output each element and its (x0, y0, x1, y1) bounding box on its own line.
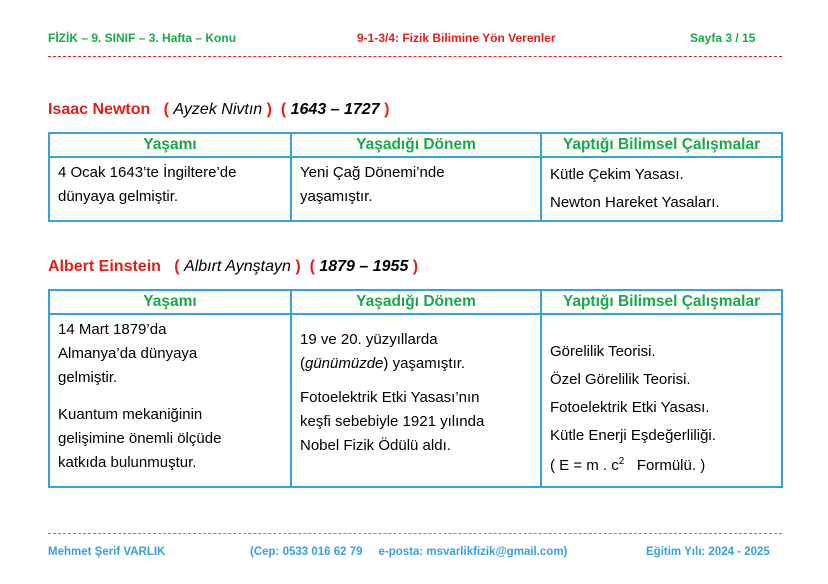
header-subject: FİZİK – 9. SINIF – 3. Hafta – Konu (48, 31, 237, 45)
einstein-life-cell (49, 314, 291, 487)
einstein-col-work: Yaptığı Bilimsel Çalışmalar (541, 290, 782, 314)
einstein-work-line: Özel Görelilik Teorisi. (550, 371, 691, 388)
newton-col-work: Yaptığı Bilimsel Çalışmalar (541, 133, 782, 157)
header-page-number: Sayfa 3 / 15 (690, 31, 756, 45)
einstein-work-line: Fotoelektrik Etki Yasası. (550, 399, 710, 416)
newton-table (48, 132, 783, 222)
einstein-era-line: keşfi sebebiyle 1921 yılında (300, 413, 485, 430)
header-divider (48, 56, 782, 57)
newton-work-cell (541, 157, 782, 221)
newton-era-cell (291, 157, 541, 221)
einstein-era-line: Fotoelektrik Etki Yasası’nın (300, 389, 480, 406)
einstein-col-life: Yaşamı (49, 290, 291, 314)
footer-school-year: Eğitim Yılı: 2024 - 2025 (646, 546, 770, 558)
newton-work-line: Kütle Çekim Yasası. (550, 166, 684, 183)
newton-pronunciation: Ayzek Nivtın (173, 101, 263, 118)
einstein-era-cell (291, 314, 541, 487)
newton-work-line: Newton Hareket Yasaları. (550, 194, 720, 211)
einstein-life-line: katkıda bulunmuştur. (58, 454, 197, 471)
einstein-work-line: Kütle Enerji Eşdeğerliliği. (550, 427, 716, 444)
einstein-life-line: Kuantum mekaniğinin (58, 406, 203, 423)
newton-life-line: 4 Ocak 1643’te İngiltere’de (58, 164, 237, 181)
einstein-work-formula: ( E = m . $c^2$ Formülü. ) (550, 456, 706, 474)
einstein-pronunciation: Albırt Aynştayn (184, 258, 291, 275)
einstein-era-line: Nobel Fizik Ödülü aldı. (300, 437, 451, 454)
newton-era-line: yaşamıştır. (300, 188, 373, 205)
einstein-life-line: Almanya’da dünyaya (58, 345, 198, 362)
newton-life-cell (49, 157, 291, 221)
newton-title: Isaac Newton ( Ayzek Nivtın ) ( 1643 – 1727 ) (48, 101, 390, 118)
einstein-work-line: Görelilik Teorisi. (550, 343, 656, 360)
einstein-era-line: (günümüzde) yaşamıştır. (300, 355, 466, 372)
newton-era-line: Yeni Çağ Dönemi’nde (300, 164, 445, 181)
einstein-life-line: gelmiştir. (58, 369, 118, 386)
einstein-years: 1879 – 1955 (319, 258, 409, 275)
einstein-life-line: 14 Mart 1879’da (58, 321, 167, 338)
einstein-col-era: Yaşadığı Dönem (291, 290, 541, 314)
footer-author: Mehmet Şerif VARLIK (48, 546, 166, 558)
footer-contact: (Cep: 0533 016 62 79 e-posta: msvarlikfizik@gmail.com) (250, 546, 568, 558)
newton-life-line: dünyaya gelmiştir. (58, 188, 179, 205)
header-topic: 9-1-3/4: Fizik Bilimine Yön Verenler (357, 31, 556, 45)
newton-years: 1643 – 1727 (290, 101, 380, 118)
newton-col-era: Yaşadığı Dönem (291, 133, 541, 157)
footer-divider (48, 533, 782, 534)
newton-name: Isaac Newton (48, 101, 151, 118)
einstein-life-line: gelişimine önemli ölçüde (58, 430, 222, 447)
einstein-era-line: 19 ve 20. yüzyıllarda (300, 331, 438, 348)
einstein-name: Albert Einstein (48, 258, 161, 275)
einstein-table (48, 289, 783, 488)
einstein-title: Albert Einstein ( Albırt Aynştayn ) ( 1879 – 1955 ) (48, 258, 419, 275)
einstein-work-cell (541, 314, 782, 487)
newton-col-life: Yaşamı (49, 133, 291, 157)
